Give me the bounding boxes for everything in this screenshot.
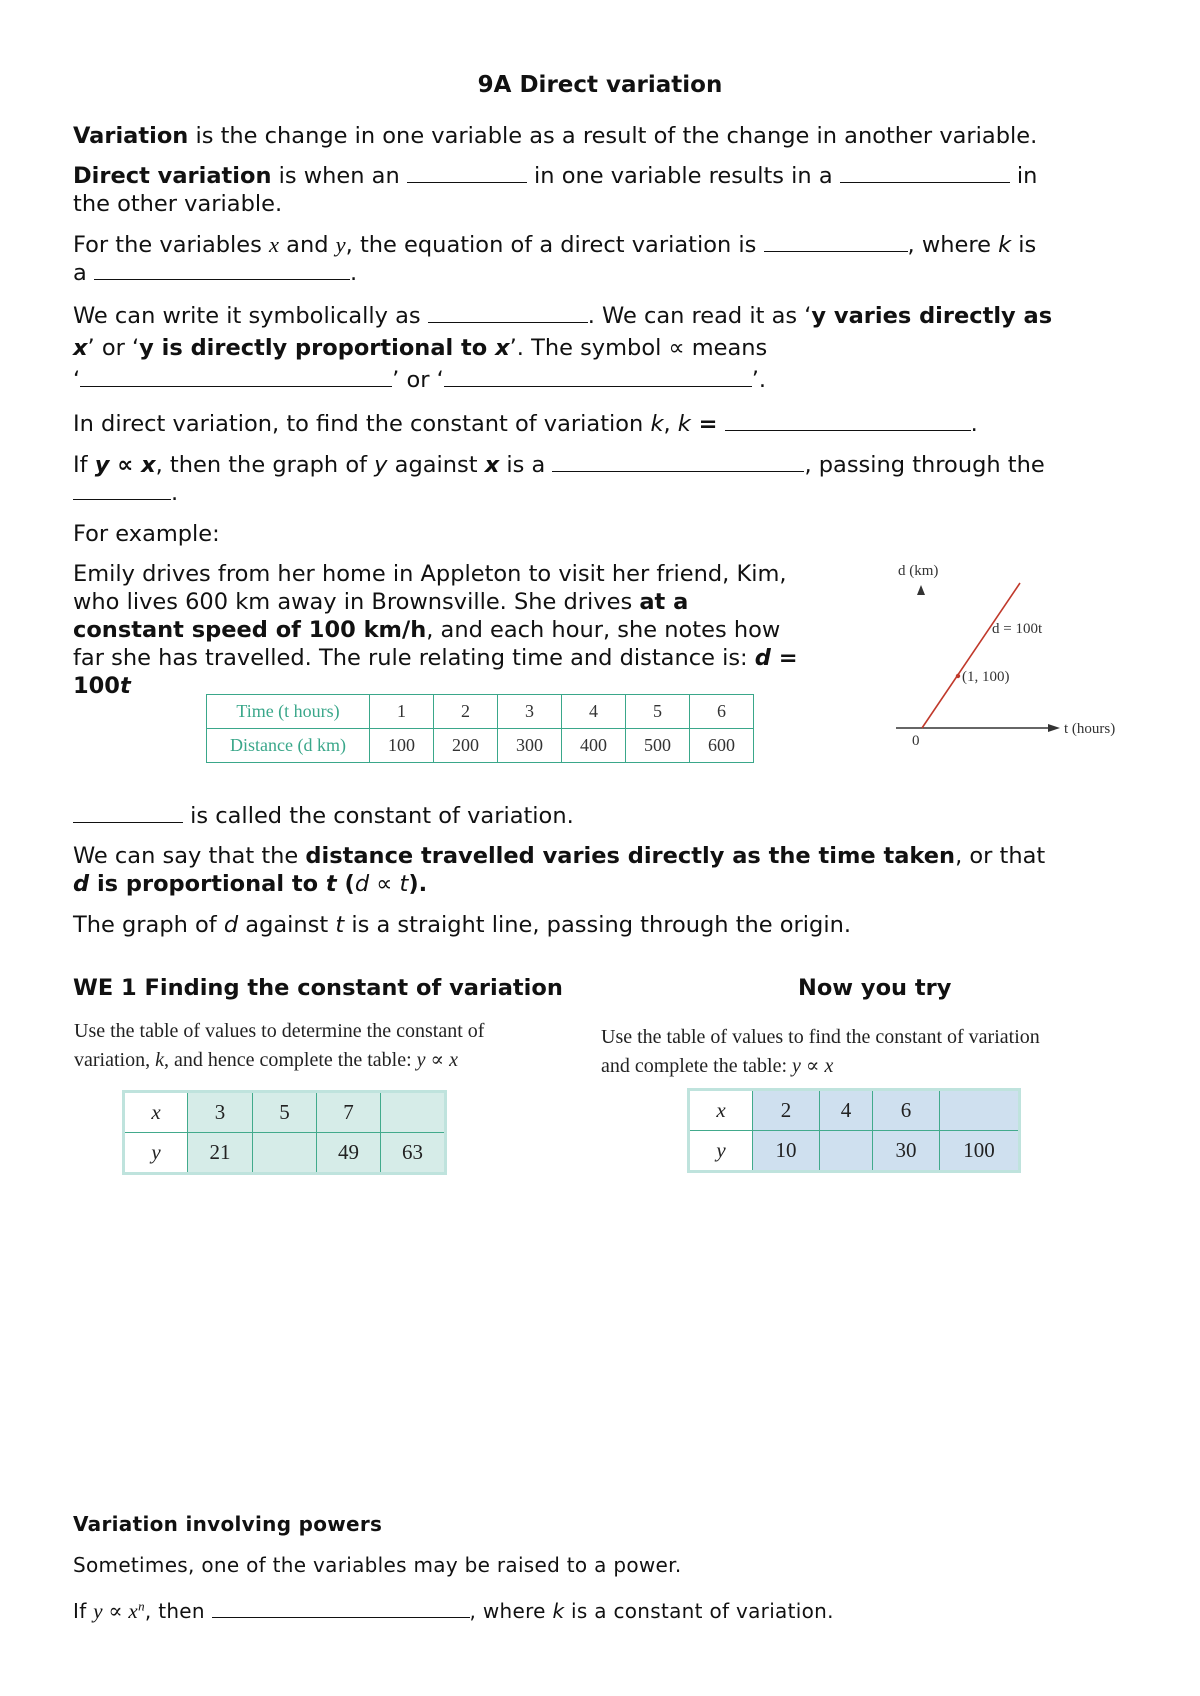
table-cell: 3 <box>188 1092 253 1133</box>
answer-blank <box>840 162 1010 183</box>
table-cell[interactable] <box>820 1131 873 1172</box>
y-axis-label: d (km) <box>898 563 939 579</box>
table-header: x <box>689 1090 753 1131</box>
powers-heading: Variation involving powers <box>73 1512 383 1536</box>
table-row <box>124 1133 446 1174</box>
graph-straight-line-sentence: The graph of d against t is a straight line, passing through the origin. <box>73 912 851 938</box>
table-row <box>207 729 754 763</box>
table-cell[interactable] <box>940 1090 1020 1131</box>
direct-variation-line <box>922 583 1020 728</box>
table-cell: 6 <box>690 695 754 729</box>
table-row <box>207 695 754 729</box>
table-cell[interactable] <box>381 1092 446 1133</box>
symbolic-sentence: We can write it symbolically as . We can read it as ‘y varies directly as x’ or ‘y is directly proportional to x’. The symbol ∝ means ‘ ’ or ‘ ’. <box>73 303 1053 393</box>
table-cell: 6 <box>873 1090 940 1131</box>
table-cell: 2 <box>753 1090 820 1131</box>
powers-line-1: Sometimes, one of the variables may be raised to a power. <box>73 1553 682 1577</box>
example-paragraph: Emily drives from her home in Appleton to visit her friend, Kim, who lives 600 km away in Brownsville. She drives at a constant speed of 100 km/h, and each hour, she notes how far she has travelled. The rule relating time and distance is: d = 100t <box>73 561 798 699</box>
table-header: y <box>124 1133 188 1174</box>
for-example-label: For example: <box>73 521 220 547</box>
table-cell: 7 <box>317 1092 381 1133</box>
table-row <box>689 1090 1020 1131</box>
powers-line-2: If $y \propto x^n$, then , where k is a constant of variation. <box>73 1598 834 1623</box>
table-cell: 5 <box>253 1092 317 1133</box>
table-header: Distance (d km) <box>207 729 370 763</box>
varies-directly-sentence: We can say that the distance travelled varies directly as the time taken, or that d is proportional to t (d ∝ t). <box>73 843 1046 897</box>
table-cell: 600 <box>690 729 754 763</box>
answer-blank <box>212 1597 470 1618</box>
table-row <box>689 1131 1020 1172</box>
time-distance-table <box>206 694 754 763</box>
answer-blank <box>407 162 527 183</box>
try-instructions: Use the table of values to find the constant of variation and complete the table: y ∝ x <box>601 1026 1040 1077</box>
table-cell: 1 <box>370 695 434 729</box>
table-cell: 300 <box>498 729 562 763</box>
answer-blank <box>80 366 392 387</box>
line-label: d = 100t <box>992 621 1043 637</box>
now-you-try-heading: Now you try <box>798 975 952 1001</box>
table-cell[interactable] <box>253 1133 317 1174</box>
y-axis-arrow <box>917 585 925 595</box>
equation-sentence: For the variables x and y, the equation of a direct variation is , where k is a . <box>73 232 1037 286</box>
try-table <box>687 1088 1021 1173</box>
point-label: (1, 100) <box>962 669 1010 685</box>
table-row <box>124 1092 446 1133</box>
we1-heading: WE 1 Finding the constant of variation <box>73 975 563 1001</box>
answer-blank <box>552 451 804 472</box>
we1-instructions: Use the table of values to determine the constant of variation, k, and hence complete the table: y ∝ x <box>74 1020 485 1071</box>
x-axis-arrow <box>1048 724 1060 732</box>
table-header: y <box>689 1131 753 1172</box>
table-cell: 100 <box>370 729 434 763</box>
page-title: 9A Direct variation <box>477 72 723 98</box>
table-cell: 3 <box>498 695 562 729</box>
we1-table <box>122 1090 447 1175</box>
table-cell: 21 <box>188 1133 253 1174</box>
answer-blank <box>73 802 183 823</box>
table-header: Time (t hours) <box>207 695 370 729</box>
direct-variation-definition: Direct variation is when an in one variable results in a in the other variable. <box>73 163 1038 217</box>
table-cell: 4 <box>820 1090 873 1131</box>
graph-sentence: If y ∝ x, then the graph of y against x is a , passing through the . <box>73 452 1045 506</box>
table-cell: 500 <box>626 729 690 763</box>
constant-sentence: In direct variation, to find the constant of variation k, k = . <box>73 411 978 437</box>
answer-blank <box>764 231 908 252</box>
table-cell: 10 <box>753 1131 820 1172</box>
table-cell: 5 <box>626 695 690 729</box>
table-cell: 100 <box>940 1131 1020 1172</box>
table-cell: 63 <box>381 1133 446 1174</box>
origin-label: 0 <box>912 733 920 749</box>
table-cell: 30 <box>873 1131 940 1172</box>
answer-blank <box>428 302 588 323</box>
answer-blank <box>73 479 171 500</box>
answer-blank <box>94 259 350 280</box>
answer-blank <box>444 366 752 387</box>
table-cell: 4 <box>562 695 626 729</box>
distance-time-graph <box>880 550 1140 760</box>
answer-blank <box>725 410 971 431</box>
table-header: x <box>124 1092 188 1133</box>
table-cell: 200 <box>434 729 498 763</box>
constant-of-variation-sentence: is called the constant of variation. <box>73 802 574 830</box>
table-cell: 400 <box>562 729 626 763</box>
data-point <box>956 674 960 678</box>
table-cell: 49 <box>317 1133 381 1174</box>
x-axis-label: t (hours) <box>1064 721 1116 737</box>
variation-definition: Variation is the change in one variable as a result of the change in another variable. <box>73 123 1038 149</box>
table-cell: 2 <box>434 695 498 729</box>
